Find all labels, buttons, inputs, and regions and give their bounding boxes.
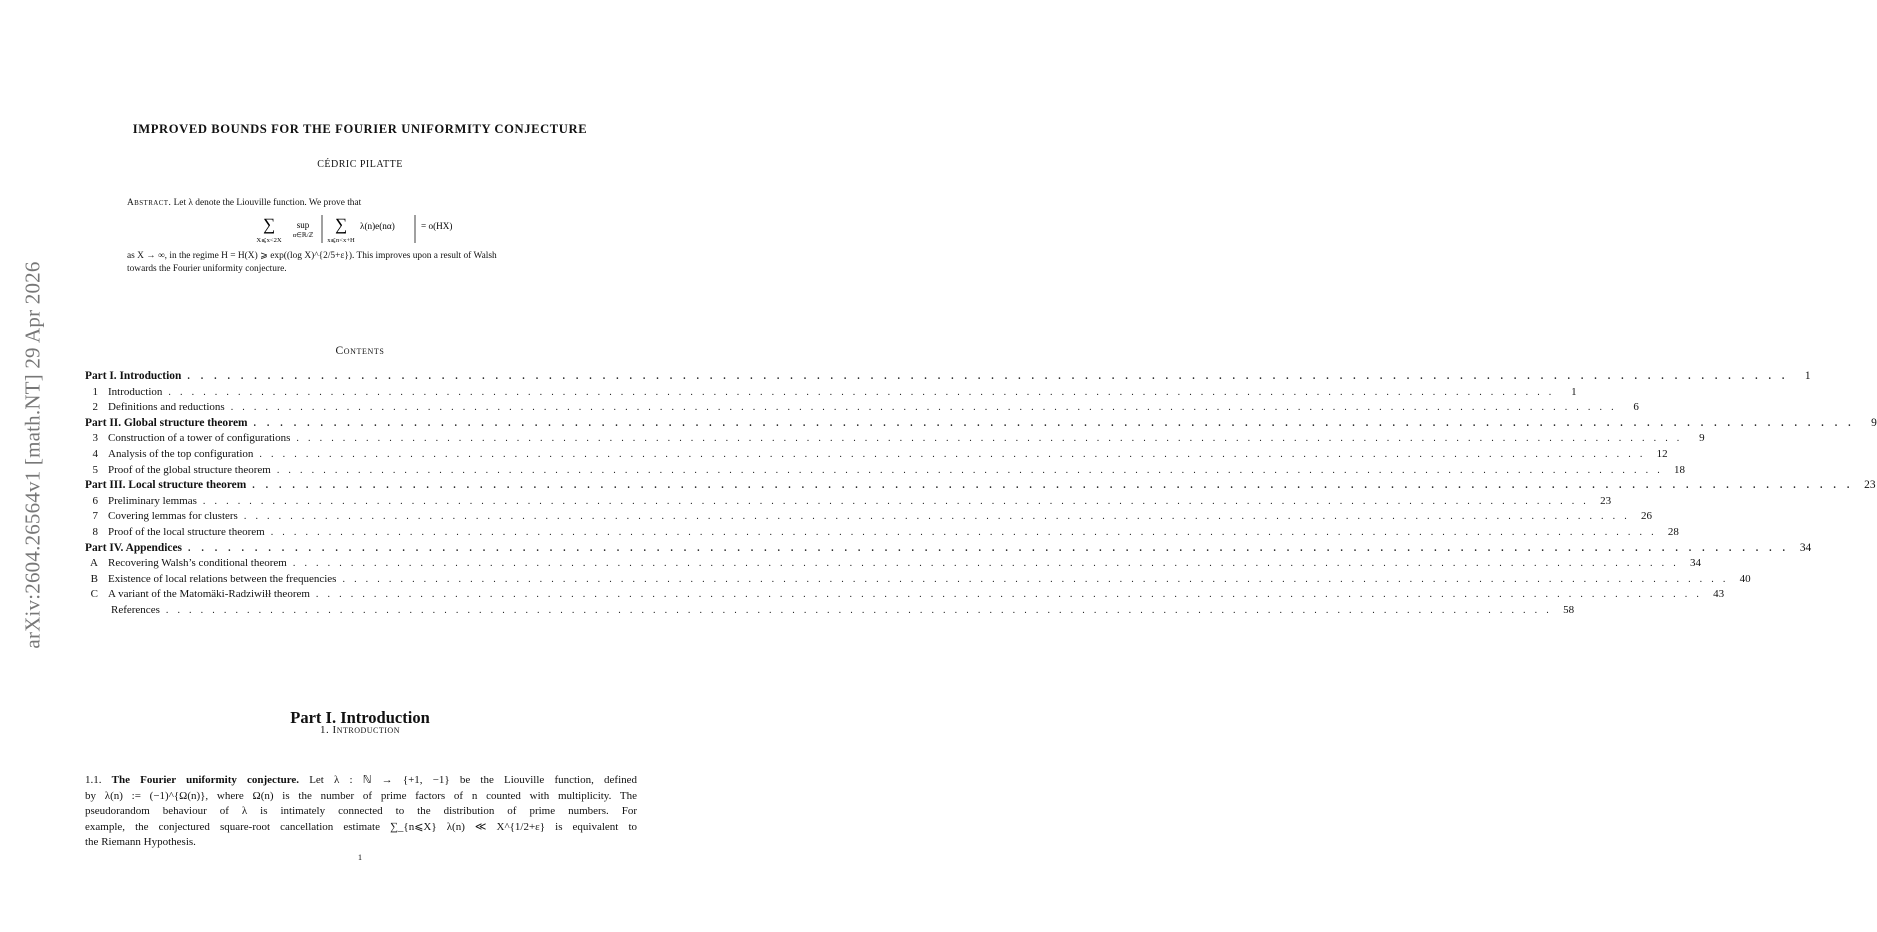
toc-entry-page: 1: [1804, 370, 1811, 382]
toc-entry-title: Recovering Walsh’s conditional theorem: [108, 557, 287, 570]
toc-entry-number: 7: [92, 510, 98, 523]
toc-entry-title: Introduction: [108, 385, 163, 398]
toc-leader-dots: . . . . . . . . . . . . . . . . . . . . . . . . . . . . . . . . . . . . . . . . . . . . . . . . . . . . . . . . . . . . . . . . . . . . . . . . . . . . . . . . . . . . . . . . . . . . . . . . . . . . . . . . . . . . . . . . . . . . . . . .: [259, 448, 1646, 460]
toc-entry-number: 2: [92, 401, 98, 414]
toc-entry-title: Part I. Introduction: [85, 370, 182, 382]
abstract-conclusion: [127, 250, 597, 275]
paper-title: IMPROVED BOUNDS FOR THE FOURIER UNIFORMITY CONJECTURE: [132, 122, 588, 136]
toc-entry-title: Covering lemmas for clusters: [108, 510, 238, 523]
sum-symbol-2: ∑: [334, 215, 348, 234]
toc-section-entry[interactable]: [85, 401, 1639, 417]
toc-entry-title: Part III. Local structure theorem: [85, 479, 247, 492]
paragraph-line: [85, 773, 637, 789]
toc-entry-page: 18: [1674, 463, 1686, 476]
toc-leader-dots: . . . . . . . . . . . . . . . . . . . . . . . . . . . . . . . . . . . . . . . . . . . . . . . . . . . . . . . . . . . . . . . . . . . . . . . . . . . . . . . . . . . . . . . . . . . . . . . . . . . . . . . . . . . . . . . . . . . . . . . .: [202, 495, 1590, 507]
toc-entry-title: Existence of local relations between the frequencies: [108, 572, 337, 585]
toc-leader-dots: . . . . . . . . . . . . . . . . . . . . . . . . . . . . . . . . . . . . . . . . . . . . . . . . . . . . . . . . . . . . . . . . . . . . . . . . . . . . . . . . . . . . . . . . . . . . . . . . . . . . . . . . . . . . . . . . . . . . . . . .: [243, 511, 1631, 523]
arxiv-identifier: arXiv:2604.26564v1 [math.NT] 29 Apr 2026: [20, 261, 45, 649]
toc-entry-title: Construction of a tower of configurations: [108, 432, 291, 445]
toc-entry-page: 6: [1633, 401, 1639, 414]
toc-part-entry[interactable]: [85, 370, 1811, 386]
toc-section-entry[interactable]: [85, 385, 1577, 402]
toc-leader-dots: . . . . . . . . . . . . . . . . . . . . . . . . . . . . . . . . . . . . . . . . . . . . . . . . . . . . . . . . . . . . . . . . . . . . . . . . . . . . . . . . . . . . . . . . . . . . . . . . . . . . . . . . . . . . . . . . . . . . . . . .: [252, 480, 1854, 492]
toc-entry-page: 58: [1563, 603, 1575, 616]
toc-entry-number: B: [90, 572, 98, 585]
toc-leader-dots: . . . . . . . . . . . . . . . . . . . . . . . . . . . . . . . . . . . . . . . . . . . . . . . . . . . . . . . . . . . . . . . . . . . . . . . . . . . . . . . . . . . . . . . . . . . . . . . . . . . . . . . . . . . . . . . . . . . . . . . .: [292, 558, 1680, 570]
author-name: CÉDRIC PILATTE: [317, 159, 403, 170]
toc-entry-title: Preliminary lemmas: [108, 494, 197, 507]
contents-heading: Contents: [335, 345, 385, 357]
toc-section-entry[interactable]: [85, 432, 1705, 448]
toc-section-entry[interactable]: [85, 588, 1725, 604]
summand: λ(n)e(nα): [360, 221, 395, 231]
paragraph-line: pseudorandom behaviour of λ is intimately connected to the distribution of prime numbers. For: [85, 805, 637, 817]
formula-rhs: = o(HX): [421, 221, 453, 231]
toc-section-entry[interactable]: [85, 557, 1702, 573]
toc-leader-dots: . . . . . . . . . . . . . . . . . . . . . . . . . . . . . . . . . . . . . . . . . . . . . . . . . . . . . . . . . . . . . . . . . . . . . . . . . . . . . . . . . . . . . . . . . . . . . . . . . . . . . . . . . . . . . . . . . . . . . . . .: [342, 573, 1729, 585]
toc-entry-title: Part IV. Appendices: [85, 541, 182, 554]
toc-entry-title: References: [111, 603, 160, 616]
toc-entry-page: 9: [1699, 432, 1705, 445]
sum-symbol-1: ∑: [262, 215, 276, 234]
toc-entry-title: Proof of the global structure theorem: [108, 463, 271, 476]
paragraph-line: example, the conjectured square-root cancellation estimate ∑_{n⩽X} λ(n) ≪ X^{1/2+ε} is equivalent to: [85, 820, 637, 833]
toc-section-entry[interactable]: [85, 572, 1751, 589]
intro-paragraph: [85, 773, 637, 851]
toc-entry-page: 34: [1799, 541, 1812, 554]
section-heading: 1. Introduction: [320, 724, 400, 736]
abstract-line-2: towards the Fourier uniformity conjecture.: [127, 263, 287, 274]
toc-entry-page: 34: [1690, 557, 1702, 570]
toc-entry-title: A variant of the Matomäki-Radziwiłł theorem: [108, 588, 310, 601]
toc-leader-dots: . . . . . . . . . . . . . . . . . . . . . . . . . . . . . . . . . . . . . . . . . . . . . . . . . . . . . . . . . . . . . . . . . . . . . . . . . . . . . . . . . . . . . . . . . . . . . . . . . . . . . . . . . . . . . . . . . . . . . . . .: [165, 604, 1553, 616]
toc-part-entry[interactable]: [85, 479, 1876, 495]
toc-leader-dots: . . . . . . . . . . . . . . . . . . . . . . . . . . . . . . . . . . . . . . . . . . . . . . . . . . . . . . . . . . . . . . . . . . . . . . . . . . . . . . . . . . . . . . . . . . . . . . . . . . . . . . . . . . . . . . . . . . . . . . . .: [187, 371, 1789, 382]
toc-entry-number: 1: [92, 385, 98, 398]
toc-leader-dots: . . . . . . . . . . . . . . . . . . . . . . . . . . . . . . . . . . . . . . . . . . . . . . . . . . . . . . . . . . . . . . . . . . . . . . . . . . . . . . . . . . . . . . . . . . . . . . . . . . . . . . . . . . . . . . . . . . . . . . . .: [276, 464, 1664, 476]
toc-section-entry[interactable]: [85, 510, 1653, 526]
toc-entry-page: 1: [1571, 385, 1577, 398]
toc-section-entry[interactable]: [85, 447, 1668, 464]
toc-leader-dots: . . . . . . . . . . . . . . . . . . . . . . . . . . . . . . . . . . . . . . . . . . . . . . . . . . . . . . . . . . . . . . . . . . . . . . . . . . . . . . . . . . . . . . . . . . . . . . . . . . . . . . . . . . . . . . . . . . . . . . . .: [270, 526, 1657, 538]
abstract-intro: [127, 197, 597, 210]
toc-entry-number: 6: [92, 494, 98, 507]
toc-section-entry[interactable]: [85, 494, 1612, 511]
paragraph-line: the Riemann Hypothesis.: [85, 836, 196, 848]
toc-leader-dots: . . . . . . . . . . . . . . . . . . . . . . . . . . . . . . . . . . . . . . . . . . . . . . . . . . . . . . . . . . . . . . . . . . . . . . . . . . . . . . . . . . . . . . . . . . . . . . . . . . . . . . . . . . . . . . . . . . . . . . . .: [230, 402, 1617, 414]
sup-operator: sup: [296, 220, 310, 230]
toc-entry-page: 23: [1864, 479, 1876, 492]
abstract-intro-text: Let λ denote the Liouville function. We prove that: [173, 198, 362, 208]
paragraph-line-text: Let λ : ℕ → {+1, −1} be the Liouville function, defined: [309, 774, 638, 786]
toc-entry-page: 23: [1600, 494, 1612, 507]
toc-entry-page: 40: [1739, 572, 1751, 585]
toc-leader-dots: . . . . . . . . . . . . . . . . . . . . . . . . . . . . . . . . . . . . . . . . . . . . . . . . . . . . . . . . . . . . . . . . . . . . . . . . . . . . . . . . . . . . . . . . . . . . . . . . . . . . . . . . . . . . . . . . . . . . . . . .: [315, 589, 1703, 601]
toc-entry-page: 28: [1667, 525, 1679, 538]
toc-entry-number: C: [90, 588, 98, 601]
toc-leader-dots: . . . . . . . . . . . . . . . . . . . . . . . . . . . . . . . . . . . . . . . . . . . . . . . . . . . . . . . . . . . . . . . . . . . . . . . . . . . . . . . . . . . . . . . . . . . . . . . . . . . . . . . . . . . . . . . . . . . . . . . .: [168, 386, 1555, 398]
sum1-subscript: X⩽x<2X: [256, 237, 282, 244]
toc-entry-number: 4: [92, 447, 98, 460]
sup-subscript: α∈ℝ/ℤ: [292, 232, 314, 239]
toc-part-entry[interactable]: [85, 416, 1877, 433]
toc-section-entry[interactable]: [85, 463, 1686, 480]
formula-svg: [255, 213, 485, 247]
toc-leader-dots: . . . . . . . . . . . . . . . . . . . . . . . . . . . . . . . . . . . . . . . . . . . . . . . . . . . . . . . . . . . . . . . . . . . . . . . . . . . . . . . . . . . . . . . . . . . . . . . . . . . . . . . . . . . . . . . . . . . . . . . .: [296, 433, 1683, 445]
toc-references-entry[interactable]: [85, 603, 1575, 620]
abstract-label: Abstract.: [127, 198, 172, 208]
toc-entry-page: 9: [1871, 416, 1877, 429]
toc-entry-number: 8: [92, 525, 98, 538]
toc-entry-number: 5: [92, 463, 98, 476]
subsection-number: 1.1.: [85, 774, 102, 786]
toc-part-entry[interactable]: [85, 541, 1812, 558]
toc-entry-page: 43: [1713, 588, 1725, 601]
toc-entry-page: 26: [1641, 510, 1653, 523]
toc-entry-page: 12: [1656, 447, 1668, 460]
toc-entry-title: Part II. Global structure theorem: [85, 416, 248, 429]
abstract-line-1: as X → ∞, in the regime H = H(X) ⩾ exp((log X)^{2/5+ε}). This improves upon a result of Walsh: [127, 251, 497, 261]
subsection-title: The Fourier uniformity conjecture.: [111, 774, 300, 786]
toc-entry-number: 3: [92, 432, 98, 445]
abstract-formula: [255, 213, 485, 247]
part-heading: Part I. Introduction: [290, 708, 430, 727]
toc-section-entry[interactable]: [85, 525, 1679, 542]
table-of-contents: [85, 370, 1877, 620]
sum2-subscript: x⩽n<x+H: [327, 237, 355, 244]
toc-entry-number: A: [90, 557, 98, 570]
toc-entry-title: Analysis of the top configuration: [108, 447, 254, 460]
toc-leader-dots: . . . . . . . . . . . . . . . . . . . . . . . . . . . . . . . . . . . . . . . . . . . . . . . . . . . . . . . . . . . . . . . . . . . . . . . . . . . . . . . . . . . . . . . . . . . . . . . . . . . . . . . . . . . . . . . . . . . . . . . .: [253, 417, 1855, 429]
toc-leader-dots: . . . . . . . . . . . . . . . . . . . . . . . . . . . . . . . . . . . . . . . . . . . . . . . . . . . . . . . . . . . . . . . . . . . . . . . . . . . . . . . . . . . . . . . . . . . . . . . . . . . . . . . . . . . . . . . . . . . . . . . .: [187, 542, 1790, 554]
toc-entry-title: Definitions and reductions: [108, 401, 225, 414]
paragraph-line: by λ(n) := (−1)^{Ω(n)}, where Ω(n) is the number of prime factors of n counted with multiplicity. The: [85, 789, 637, 802]
page-number: 1: [357, 852, 363, 862]
toc-entry-title: Proof of the local structure theorem: [108, 525, 265, 538]
